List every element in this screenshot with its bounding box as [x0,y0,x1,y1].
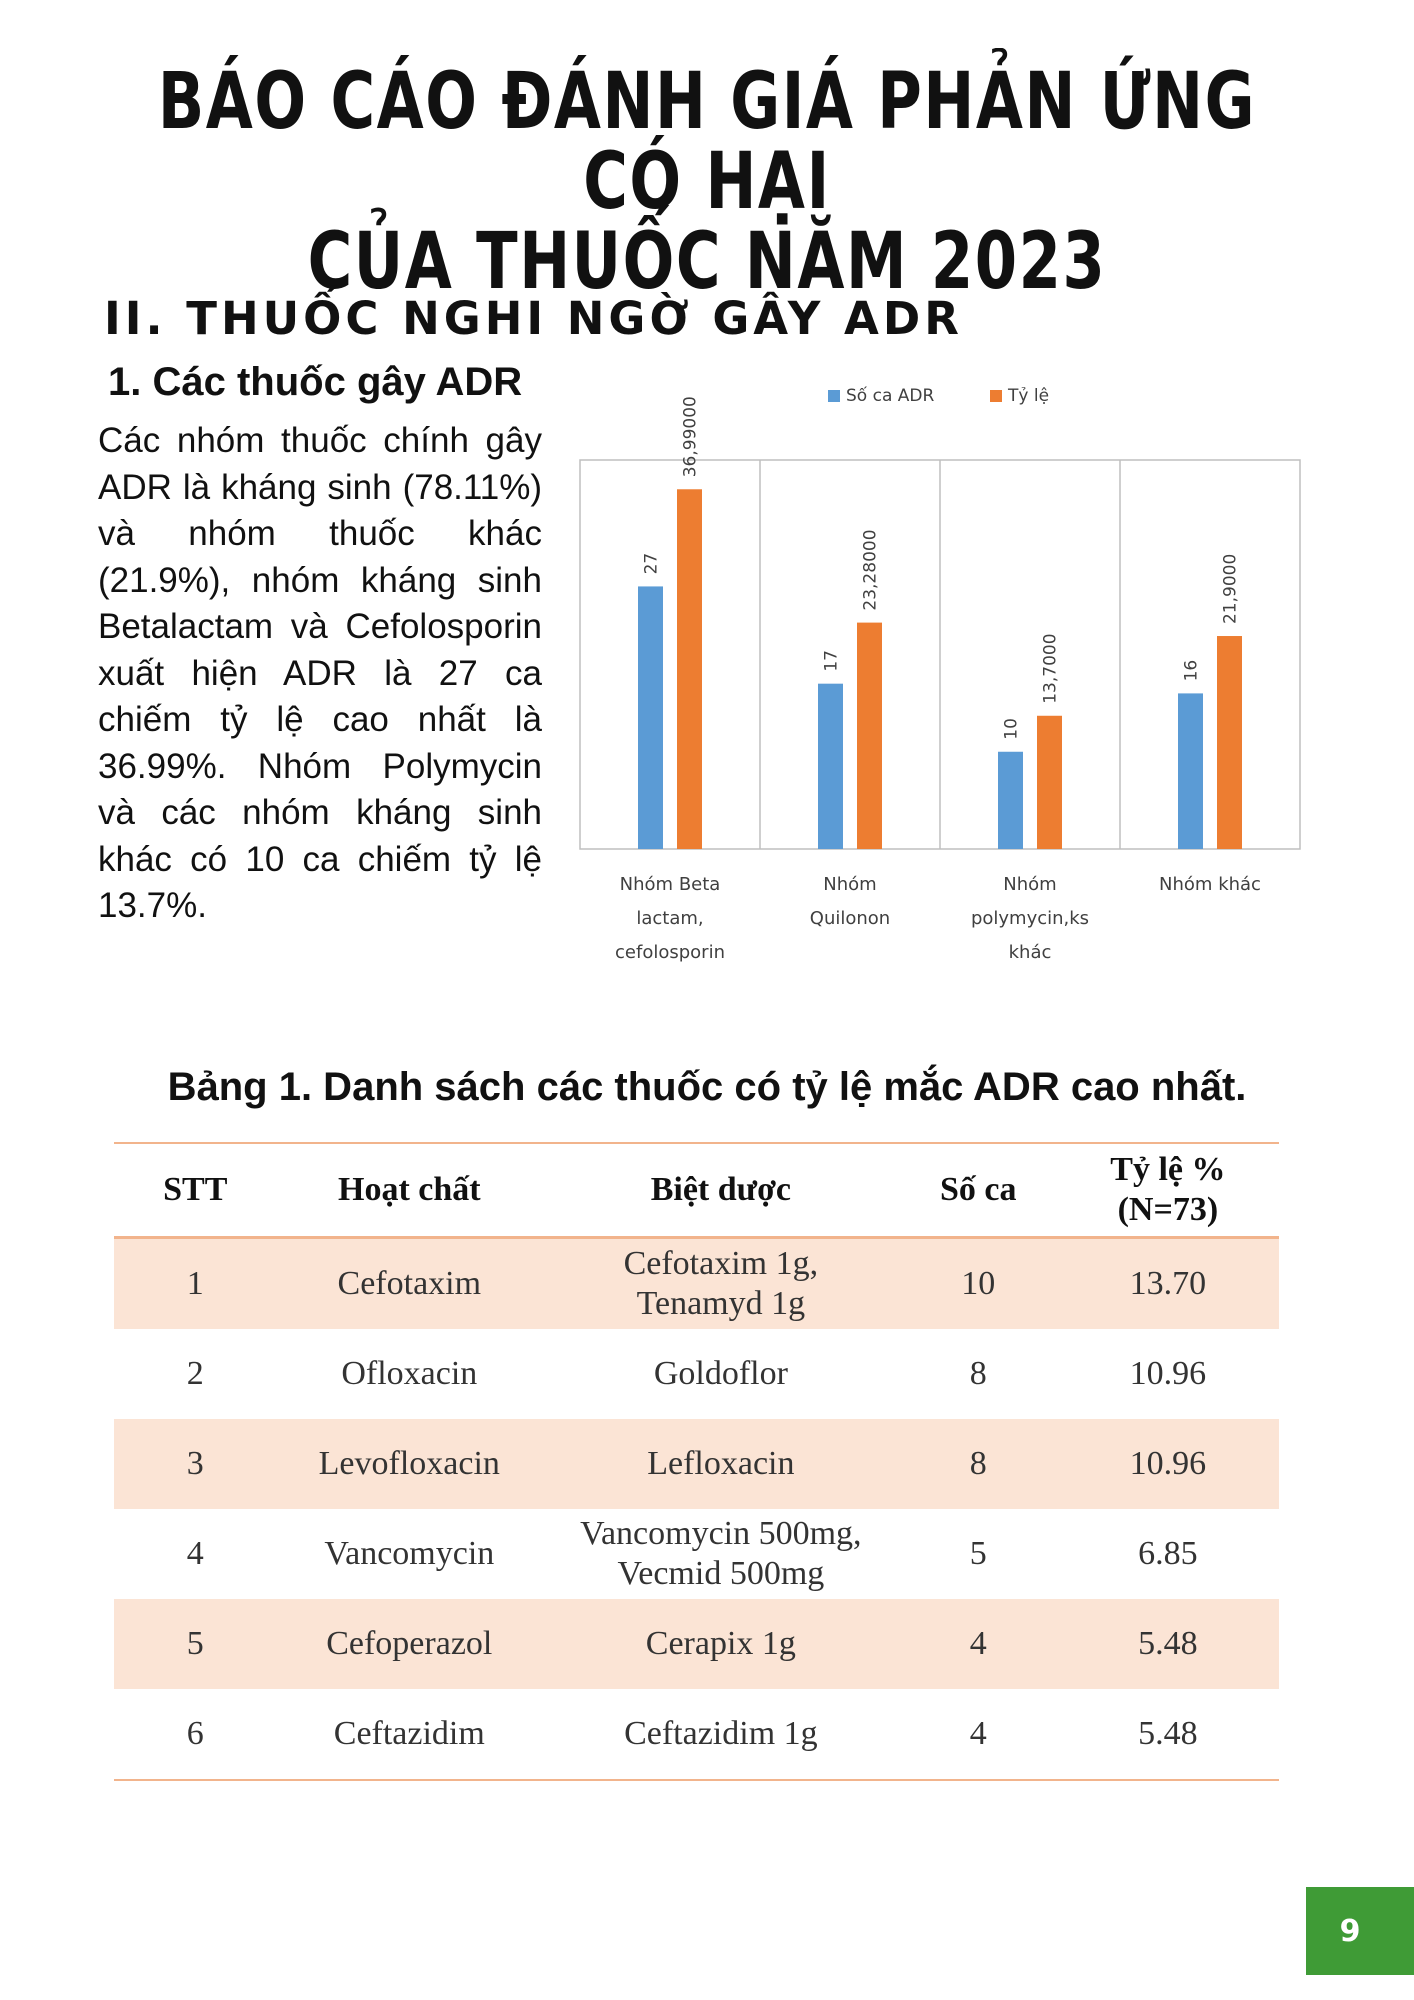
section-heading: II. THUỐC NGHI NGỜ GÂY ADR [104,292,963,345]
data-label: 10 [1001,718,1022,740]
cell-rate: 5.48 [1057,1599,1279,1689]
legend-swatch [828,390,840,402]
data-label: 17 [821,650,842,672]
legend-label: Tỷ lệ [1008,386,1050,406]
cell-stt: 6 [114,1689,277,1780]
table-title: Bảng 1. Danh sách các thuốc có tỷ lệ mắc ADR cao nhất. [167,1065,1247,1109]
cell-rate: 13.70 [1057,1238,1279,1330]
cell-stt: 4 [186,1535,204,1572]
bar [1178,693,1203,849]
cell-brand-name: Cefotaxim 1g, Tenamyd 1g [542,1238,900,1330]
cell-active-ingredient: Cefoperazol [277,1599,543,1689]
data-label: 16 [1181,659,1202,682]
cell-case-count: 4 [900,1689,1057,1780]
data-label: 27 [641,552,662,575]
category-label: Nhóm khác [1159,874,1261,895]
bar [638,586,663,849]
legend-label: Số ca ADR [846,386,935,406]
column-header-active-ingredient: Hoạt chất [277,1143,543,1238]
cell-brand-name: Ceftazidim 1g [542,1689,900,1780]
subsection-heading: 1. Các thuốc gây ADR [108,360,523,404]
cell-rate: 6.85 [1138,1535,1198,1572]
bar [1037,716,1062,849]
table-row [114,1599,1279,1689]
column-header-case-count: Số ca [900,1143,1057,1238]
body-paragraph: Các nhóm thuốc chính gây ADR là kháng sinh (78.11%) và nhóm thuốc khác (21.9%), nhóm kháng sinh Betalactam và Cefolosporin xuất hiện ADR là 27 ca chiếm tỷ lệ cao nhất là 36.99%. Nhóm Polymycin và các nhóm kháng sinh khác có 10 ca chiếm tỷ lệ 13.7%. [98,421,542,925]
cell-stt: 2 [186,1355,204,1392]
data-label: 13,7000 [1040,633,1061,704]
category-label: Nhóm Beta lactam, cefolosporin [615,874,725,963]
cell-rate: 10.96 [1057,1419,1279,1509]
page-title-line-1: BÁO CÁO ĐÁNH GIÁ PHẢN ỨNG CÓ HẠI [157,57,1257,227]
cell-brand-name: Lefloxacin [542,1419,900,1509]
data-label: 21,9000 [1220,553,1241,625]
cell-active-ingredient: Ceftazidim [277,1689,543,1780]
cell-brand-name: Vancomycin 500mg, Vecmid 500mg [580,1515,862,1592]
cell-case-count: 8 [969,1355,987,1392]
column-header-brand-name: Biệt dược [542,1143,900,1238]
bar [998,752,1023,849]
category-label: Nhóm Quilonon [809,874,891,929]
column-header-stt: STT [114,1143,277,1238]
cell-case-count: 4 [900,1599,1057,1689]
cell-rate: 10.96 [1129,1355,1207,1392]
column-header-rate: Tỷ lệ % (N=73) [1057,1143,1279,1238]
table-row [114,1509,1279,1599]
data-label: 36,99000 [680,396,701,478]
bar [1217,636,1242,849]
cell-brand-name: Cerapix 1g [542,1599,900,1689]
page-title [156,57,1259,307]
cell-active-ingredient: Levofloxacin [277,1419,543,1509]
category-label: Nhóm polymycin,ks khác [970,874,1090,963]
legend-swatch [990,390,1002,402]
bar [857,623,882,849]
cell-rate: 5.48 [1057,1689,1279,1780]
cell-stt: 3 [114,1419,277,1509]
cell-brand-name: Goldoflor [653,1355,788,1392]
table-row [114,1689,1279,1780]
data-label: 23,28000 [860,529,881,611]
table-header-row [114,1143,1279,1238]
cell-active-ingredient: Vancomycin [324,1535,495,1572]
bar [677,489,702,849]
page-number: 9 [1306,1887,1414,1975]
cell-active-ingredient: Cefotaxim [277,1238,543,1330]
bar [818,684,843,849]
adr-bar-chart [560,362,1320,992]
cell-case-count: 8 [900,1419,1057,1509]
cell-case-count: 5 [969,1535,987,1572]
adr-drug-table [114,1142,1279,1781]
cell-stt: 5 [114,1599,277,1689]
page-title-line-2: CỦA THUỐC NĂM 2023 [307,217,1107,307]
cell-stt: 1 [114,1238,277,1330]
table-row [114,1238,1279,1330]
table-row [114,1419,1279,1509]
cell-active-ingredient: Ofloxacin [341,1355,478,1392]
cell-case-count: 10 [900,1238,1057,1330]
table-row [114,1329,1279,1419]
